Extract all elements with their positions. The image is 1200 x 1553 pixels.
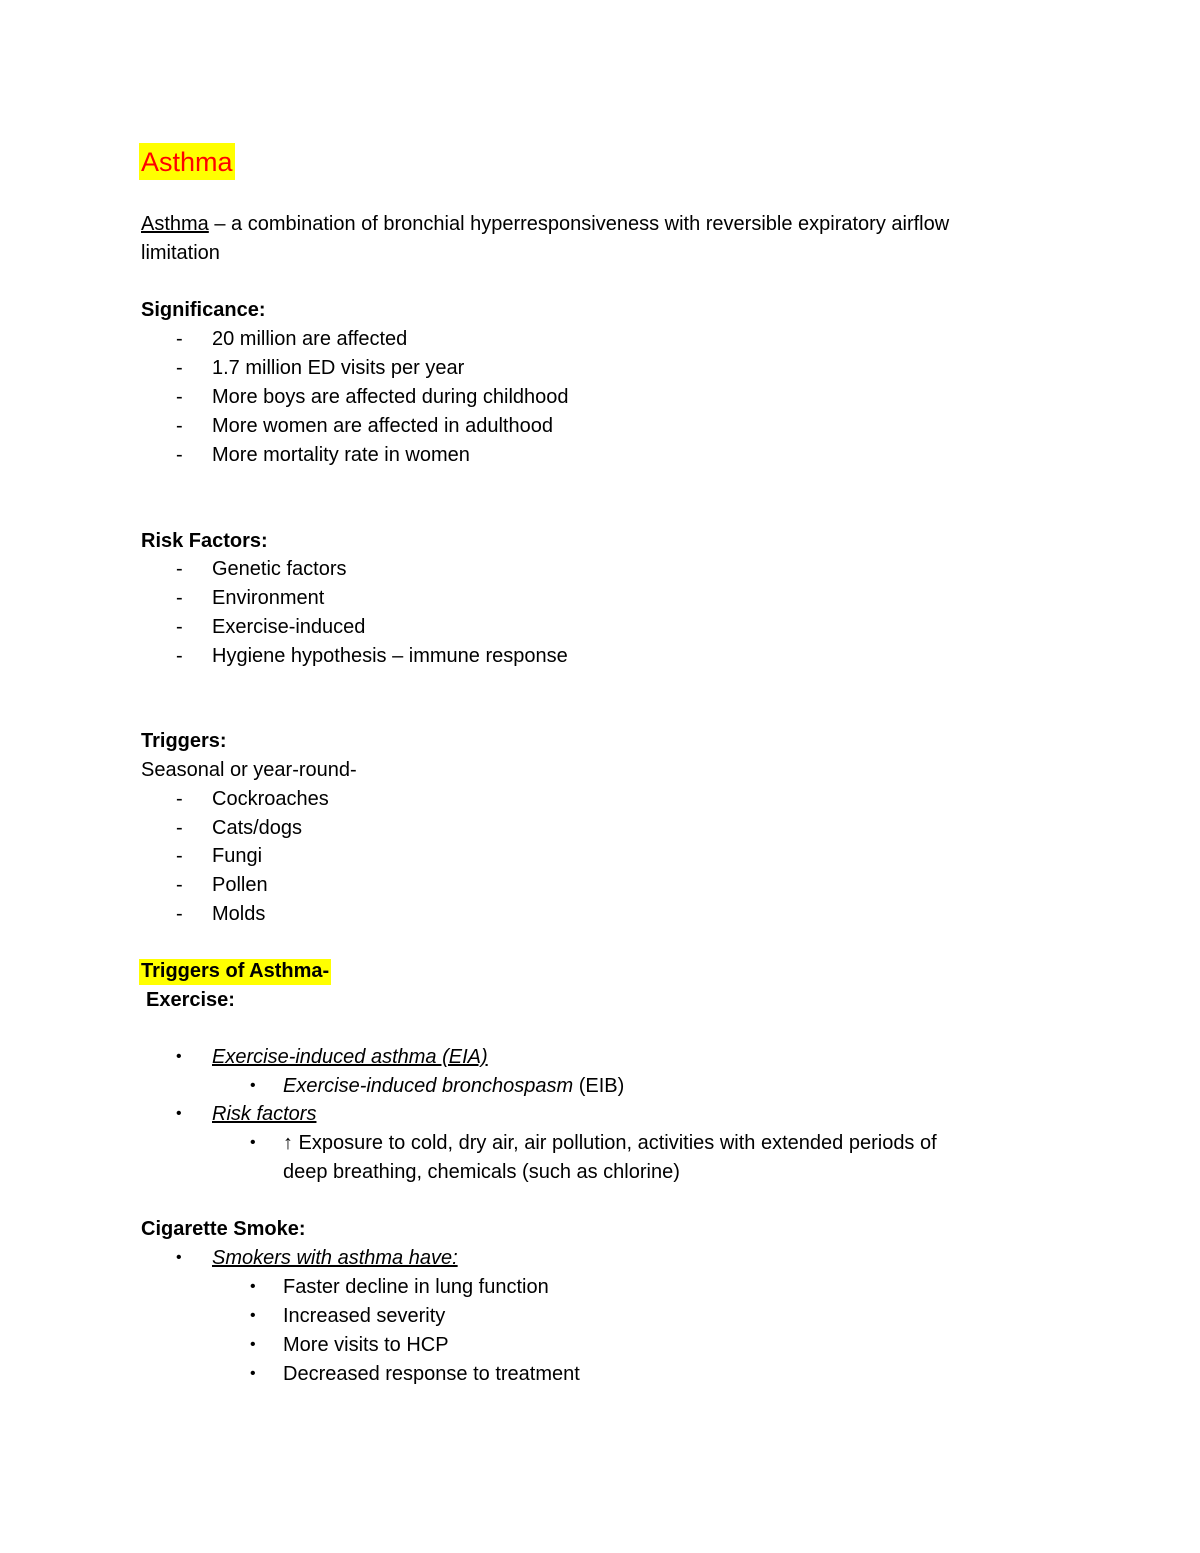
definition-text: – a combination of bronchial hyperresponsiveness with reversible expiratory airflow <box>208 213 950 235</box>
eia-item: Exercise-induced asthma (EIA) <box>212 1046 488 1068</box>
dash-marker: - <box>176 386 183 408</box>
dash-marker: - <box>176 558 183 580</box>
bullet-marker: • <box>250 1365 256 1382</box>
eib-abbr: (EIB) <box>573 1075 625 1097</box>
eib-term: Exercise-induced bronchospasm <box>283 1075 574 1097</box>
risk-detail-line-2: deep breathing, chemicals (such as chlorine) <box>283 1161 680 1183</box>
triggers-heading: Triggers: <box>141 730 227 752</box>
bullet-marker: • <box>250 1278 256 1295</box>
bullet-marker: • <box>250 1134 256 1151</box>
bullet-marker: • <box>176 1048 182 1065</box>
exercise-heading: Exercise: <box>146 989 235 1011</box>
document-title: Asthma <box>139 143 235 180</box>
dash-marker: - <box>176 845 183 867</box>
dash-marker: - <box>176 645 183 667</box>
dash-marker: - <box>176 357 183 379</box>
eib-item <box>283 1076 624 1096</box>
definition-line-1 <box>141 214 949 234</box>
document-page: Asthma Asthma – a combination of bronchial hyperresponsiveness with reversible expiratory airflow limitation Significance: - 20 million are affected - 1.7 million ED visits per year - More boys are affected during childhood - More women are affected in adulthood - More mortality rate in women Risk Factors: - Genetic factors - Environment - Exercise-induced - Hygiene hypothesis – immune response Triggers: Seasonal or year-round- - Cockroaches - Cats/dogs - Fungi - Pollen - Molds Triggers of Asthma- Exercise: • Exercise-induced asthma (EIA) • Exercise-induced bronchospasm (EIB) • Risk factors • ↑ Exposure to cold, dry air, air pollution, activities with extended periods of deep breathing, chemicals (such as chlorine) Cigarette Smoke: • Smokers with asthma have: • Faster decline in lung function • Increased severity • More visits to HCP • Decreased response to treatment <box>0 0 1200 1553</box>
bullet-marker: • <box>176 1105 182 1122</box>
definition-line-2: limitation <box>141 242 220 264</box>
bullet-marker: • <box>176 1249 182 1266</box>
significance-heading: Significance: <box>141 299 266 321</box>
dash-marker: - <box>176 874 183 896</box>
bullet-marker: • <box>250 1336 256 1353</box>
definition-term: Asthma <box>141 213 209 235</box>
dash-marker: - <box>176 817 183 839</box>
risk-detail-line-1: ↑ Exposure to cold, dry air, air pollution, activities with extended periods of <box>283 1132 937 1154</box>
bullet-marker: • <box>250 1307 256 1324</box>
dash-marker: - <box>176 444 183 466</box>
bullet-marker: • <box>250 1077 256 1094</box>
dash-marker: - <box>176 616 183 638</box>
triggers-intro: Seasonal or year-round- <box>141 759 357 781</box>
risk-factors-heading: Risk Factors: <box>141 530 268 552</box>
cigarette-smoke-heading: Cigarette Smoke: <box>141 1218 306 1240</box>
triggers-of-asthma-heading: Triggers of Asthma- <box>139 959 331 985</box>
dash-marker: - <box>176 415 183 437</box>
dash-marker: - <box>176 587 183 609</box>
dash-marker: - <box>176 903 183 925</box>
dash-marker: - <box>176 788 183 810</box>
smokers-subitem: Smokers with asthma have: <box>212 1247 458 1269</box>
dash-marker: - <box>176 328 183 350</box>
risk-factors-subitem: Risk factors <box>212 1103 317 1125</box>
